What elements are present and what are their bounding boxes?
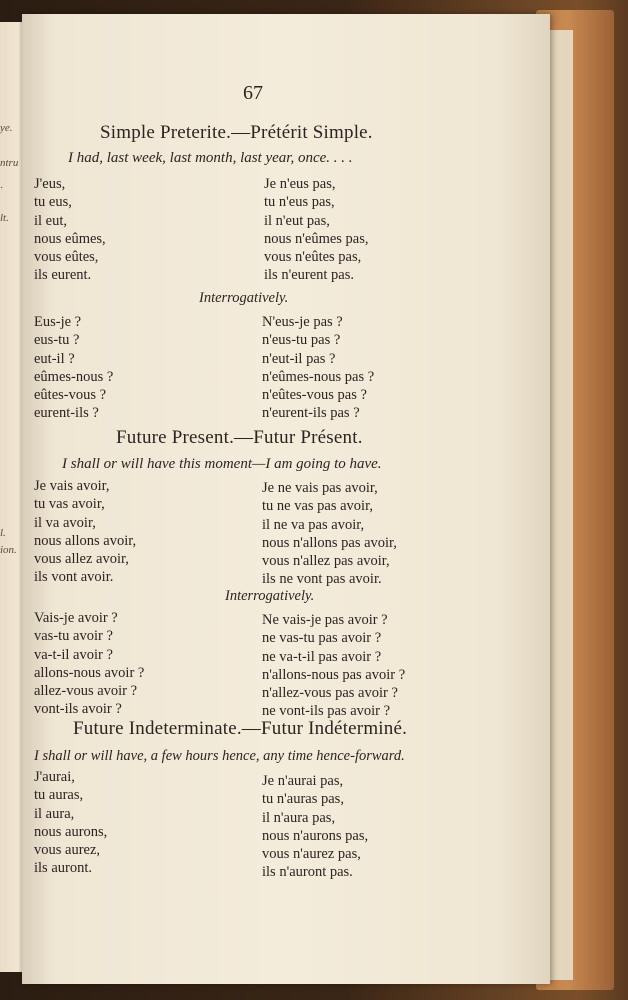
conjugation-line: Ne vais-je pas avoir ?	[262, 612, 388, 628]
section-title: Future Present.—Futur Présent.	[116, 427, 363, 448]
conjugation-line: il n'aura pas,	[262, 809, 336, 826]
conjugation-line: J'eus,	[34, 176, 66, 192]
conjugation-line: n'eûmes-nous pas ?	[262, 368, 375, 385]
conjugation-line: ne va-t-il pas avoir ?	[262, 648, 382, 665]
neg-interrogative-column	[262, 611, 405, 721]
conjugation-line: n'allez-vous pas avoir ?	[262, 685, 398, 702]
conjugation-line: ils auront.	[34, 860, 92, 877]
conjugation-line: tu ne vas pas avoir,	[262, 498, 373, 515]
conjugation-line: eut-il ?	[34, 350, 75, 367]
conjugation-line: eûmes-nous ?	[34, 368, 114, 385]
conjugation-line: nous n'allons pas avoir,	[262, 534, 397, 551]
conjugation-line: ils eurent.	[34, 267, 92, 284]
conjugation-line: tu n'eus pas,	[264, 194, 335, 211]
conjugation-line: eurent-ils ?	[34, 405, 99, 422]
conjugation-line: Je ne vais pas avoir,	[262, 480, 378, 496]
page-number: 67	[243, 82, 263, 104]
section-subtitle: I had, last week, last month, last year, once. . . .	[68, 150, 353, 166]
conjugation-line: allez-vous avoir ?	[34, 683, 138, 700]
conjugation-line: n'eut-il pas ?	[262, 350, 336, 367]
conjugation-line: Je n'eus pas,	[264, 176, 336, 192]
affirmative-column	[34, 175, 106, 285]
negative-column	[264, 175, 369, 285]
conjugation-line: ils n'auront pas.	[262, 864, 353, 881]
conjugation-line: vous eûtes,	[34, 249, 99, 266]
conjugation-line: tu eus,	[34, 194, 72, 211]
conjugation-line: vous n'eûtes pas,	[264, 249, 362, 266]
left-page-fragment: ·	[0, 182, 3, 194]
conjugation-line: nous n'eûmes pas,	[264, 230, 369, 247]
conjugation-line: eûtes-vous ?	[34, 387, 107, 404]
conjugation-line: n'eûtes-vous pas ?	[262, 387, 367, 404]
conjugation-line: nous aurons,	[34, 823, 108, 840]
conjugation-line: ils vont avoir.	[34, 569, 114, 586]
conjugation-line: ne vont-ils pas avoir ?	[262, 703, 391, 720]
section-subtitle: I shall or will have this moment—I am going to have.	[62, 456, 382, 472]
conjugation-line: Je n'aurai pas,	[262, 773, 344, 789]
conjugation-line: allons-nous avoir ?	[34, 664, 145, 681]
section-title: Simple Preterite.—Prétérit Simple.	[100, 122, 373, 143]
neg-interrogative-column	[262, 313, 374, 423]
conjugation-line: J'aurai,	[34, 769, 75, 785]
interrogative-column	[34, 313, 113, 423]
conjugation-line: n'eurent-ils pas ?	[262, 405, 360, 422]
conjugation-line: Je vais avoir,	[34, 478, 110, 494]
interrogative-label: Interrogatively.	[225, 588, 315, 604]
interrogative-column	[34, 609, 144, 719]
conjugation-line: il ne va pas avoir,	[262, 516, 365, 533]
conjugation-line: nous eûmes,	[34, 230, 106, 247]
negative-column	[262, 479, 397, 589]
left-page-fragment: ntru	[0, 157, 19, 169]
conjugation-line: il eut,	[34, 212, 68, 229]
left-page-fragment: ye.	[0, 122, 13, 134]
conjugation-line: ils ne vont pas avoir.	[262, 571, 382, 588]
conjugation-line: vous allez avoir,	[34, 551, 129, 568]
conjugation-line: n'eus-tu pas ?	[262, 332, 341, 349]
conjugation-line: il aura,	[34, 805, 75, 822]
section-subtitle: I shall or will have, a few hours hence, any time hence-forward.	[34, 748, 405, 764]
conjugation-line: tu vas avoir,	[34, 496, 105, 513]
conjugation-line: Eus-je ?	[34, 314, 82, 330]
conjugation-line: vas-tu avoir ?	[34, 628, 113, 645]
conjugation-line: ne vas-tu pas avoir ?	[262, 630, 382, 647]
affirmative-column	[34, 477, 136, 587]
conjugation-line: eus-tu ?	[34, 332, 80, 349]
conjugation-line: Vais-je avoir ?	[34, 610, 118, 626]
conjugation-line: nous n'aurons pas,	[262, 827, 369, 844]
left-page-fragment: l.	[0, 527, 6, 539]
conjugation-line: tu auras,	[34, 787, 84, 804]
section-title: Future Indeterminate.—Futur Indéterminé.	[73, 718, 408, 739]
conjugation-line: vous aurez,	[34, 842, 101, 859]
left-page-fragment: lt.	[0, 212, 9, 224]
interrogative-label: Interrogatively.	[199, 290, 289, 306]
conjugation-line: va-t-il avoir ?	[34, 646, 113, 663]
conjugation-line: n'allons-nous pas avoir ?	[262, 666, 406, 683]
conjugation-line: il va avoir,	[34, 514, 96, 531]
conjugation-line: vous n'aurez pas,	[262, 846, 361, 863]
conjugation-line: ils n'eurent pas.	[264, 267, 354, 284]
conjugation-line: tu n'auras pas,	[262, 791, 344, 808]
left-page-fragment: ion.	[0, 544, 17, 556]
conjugation-line: N'eus-je pas ?	[262, 314, 343, 330]
affirmative-column	[34, 768, 107, 878]
conjugation-line: il n'eut pas,	[264, 212, 330, 229]
conjugation-line: nous allons avoir,	[34, 532, 137, 549]
conjugation-line: vous n'allez pas avoir,	[262, 553, 390, 570]
negative-column	[262, 772, 368, 882]
conjugation-line: vont-ils avoir ?	[34, 701, 122, 718]
